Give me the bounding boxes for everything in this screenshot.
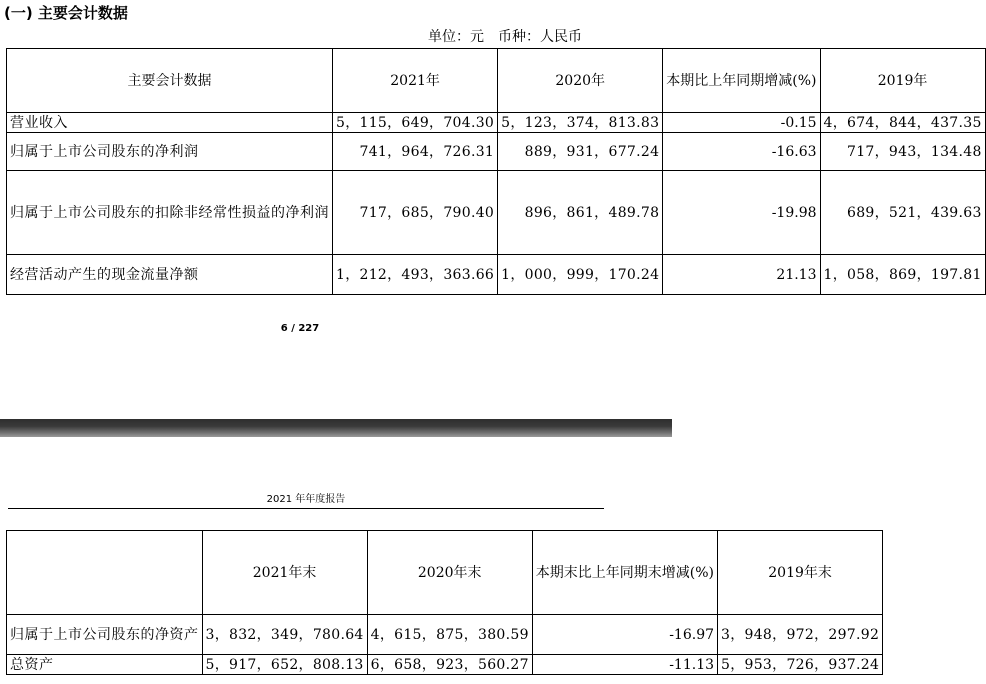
- value-2019: 689，521，439.63: [820, 171, 985, 255]
- table-row: [7, 655, 883, 675]
- table-row: [7, 113, 986, 133]
- value-2020: 5，123，374，813.83: [498, 113, 663, 133]
- value-2021: 741，964，726.31: [333, 133, 498, 171]
- row-label: 归属于上市公司股东的净利润: [7, 133, 333, 171]
- header-2019-end: 2019年末: [718, 531, 883, 615]
- table-header-row: [7, 49, 986, 113]
- header-2020: 2020年: [498, 49, 663, 113]
- value-2019: 5，953，726，937.24: [718, 655, 883, 675]
- value-change: 21.13: [663, 255, 820, 295]
- table-row: [7, 171, 986, 255]
- year-end-data-table: [6, 530, 883, 675]
- section-title: (一) 主要会计数据: [4, 4, 128, 22]
- header-2020-end: 2020年末: [367, 531, 532, 615]
- header-2021-end: 2021年末: [202, 531, 367, 615]
- unit-currency-note: 单位：元 币种：人民币: [428, 29, 582, 45]
- header-item: [7, 531, 203, 615]
- header-2019: 2019年: [820, 49, 985, 113]
- row-label: 归属于上市公司股东的扣除非经常性损益的净利润: [7, 171, 333, 255]
- table-row: [7, 133, 986, 171]
- table-row: [7, 255, 986, 295]
- value-2019: 1，058，869，197.81: [820, 255, 985, 295]
- header-rule: [8, 508, 604, 509]
- value-2019: 4，674，844，437.35: [820, 113, 985, 133]
- value-change: -0.15: [663, 113, 820, 133]
- row-label: 经营活动产生的现金流量净额: [7, 255, 333, 295]
- value-2020: 889，931，677.24: [498, 133, 663, 171]
- value-2020: 6，658，923，560.27: [367, 655, 532, 675]
- value-2020: 1，000，999，170.24: [498, 255, 663, 295]
- report-header: 2021 年年度报告: [266, 494, 346, 505]
- header-item: 主要会计数据: [7, 49, 333, 113]
- page-number: 6 / 227: [280, 323, 320, 334]
- value-2021: 1，212，493，363.66: [333, 255, 498, 295]
- value-2021: 5，115，649，704.30: [333, 113, 498, 133]
- row-label: 归属于上市公司股东的净资产: [7, 615, 203, 655]
- header-change: 本期比上年同期增减(%): [663, 49, 820, 113]
- table-row: [7, 615, 883, 655]
- table-header-row: [7, 531, 883, 615]
- header-change: 本期末比上年同期末增减(%): [532, 531, 717, 615]
- value-change: -16.97: [532, 615, 717, 655]
- value-2019: 717，943，134.48: [820, 133, 985, 171]
- main-accounting-data-table: [6, 48, 986, 295]
- header-2021: 2021年: [333, 49, 498, 113]
- value-2020: 4，615，875，380.59: [367, 615, 532, 655]
- page-divider: [0, 419, 672, 437]
- value-2020: 896，861，489.78: [498, 171, 663, 255]
- value-2021: 5，917，652，808.13: [202, 655, 367, 675]
- value-change: -16.63: [663, 133, 820, 171]
- value-2021: 3，832，349，780.64: [202, 615, 367, 655]
- value-change: -19.98: [663, 171, 820, 255]
- row-label: 营业收入: [7, 113, 333, 133]
- value-change: -11.13: [532, 655, 717, 675]
- value-2019: 3，948，972，297.92: [718, 615, 883, 655]
- value-2021: 717，685，790.40: [333, 171, 498, 255]
- row-label: 总资产: [7, 655, 203, 675]
